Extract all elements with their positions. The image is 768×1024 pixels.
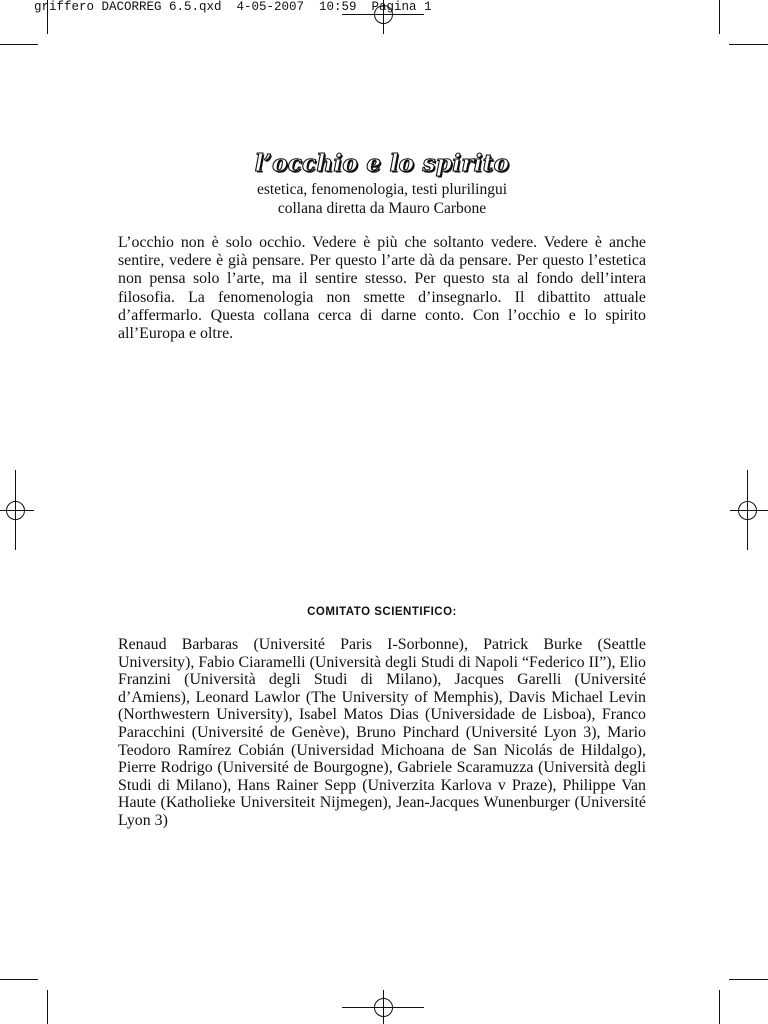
- crop-mark-bottom-left: [0, 980, 48, 1024]
- registration-mark-left: [0, 470, 34, 550]
- registration-mark-right: [730, 470, 768, 550]
- print-slug: griffero DACORREG 6.5.qxd 4-05-2007 10:59 Pagina 1: [34, 0, 432, 14]
- committee-heading: COMITATO SCIENTIFICO:: [307, 606, 457, 618]
- crop-mark-top-right: [720, 0, 768, 45]
- crop-mark-bottom-right: [720, 980, 768, 1024]
- series-description: L’occhio non è solo occhio. Vedere è più che soltanto vedere. Vedere è anche sentire, vedere è già pensare. Per questo l’arte dà da pensare. Per questo l’estetica non pensa solo l’arte, ma il sentire stesso. Per questo sta al fondo dell’intera filosofia. La fenomenologia non smette d’insegnarlo. Il dibattito attuale d’affermarlo. Questa collana cerca di darne conto. Con l’occhio e lo spirito all’Europa e oltre.: [118, 234, 646, 343]
- registration-mark-bottom: [342, 990, 424, 1024]
- committee-members: Renaud Barbaras (Université Paris I-Sorbonne), Patrick Burke (Seattle University), Fabio Ciaramelli (Università degli Studi di Napoli “Federico II”), Elio Franzini (Università degli Studi di Milano), Jacques Garelli (Université d’Amiens), Leonard Lawlor (The University of Memphis), Davis Michael Levin (Northwestern University), Isabel Matos Dias (Universidade de Lisboa), Franco Paracchini (Université de Genève), Bruno Pinchard (Université Lyon 3), Mario Teodoro Ramírez Cobián (Universidad Michoana de San Nicolás de Hildalgo), Pierre Rodrigo (Université de Bourgogne), Gabriele Scaramuzza (Università degli Studi di Milano), Hans Rainer Sepp (Univerzita Karlova v Praze), Philippe Van Haute (Katholieke Universiteit Nijmegen), Jean-Jacques Wunenburger (Université Lyon 3): [118, 636, 646, 829]
- series-subtitle: estetica, fenomenologia, testi plurilingui: [256, 181, 508, 198]
- series-editor-line: collana diretta da Mauro Carbone: [277, 200, 487, 217]
- series-title: l’occhio e lo spirito: [254, 150, 510, 177]
